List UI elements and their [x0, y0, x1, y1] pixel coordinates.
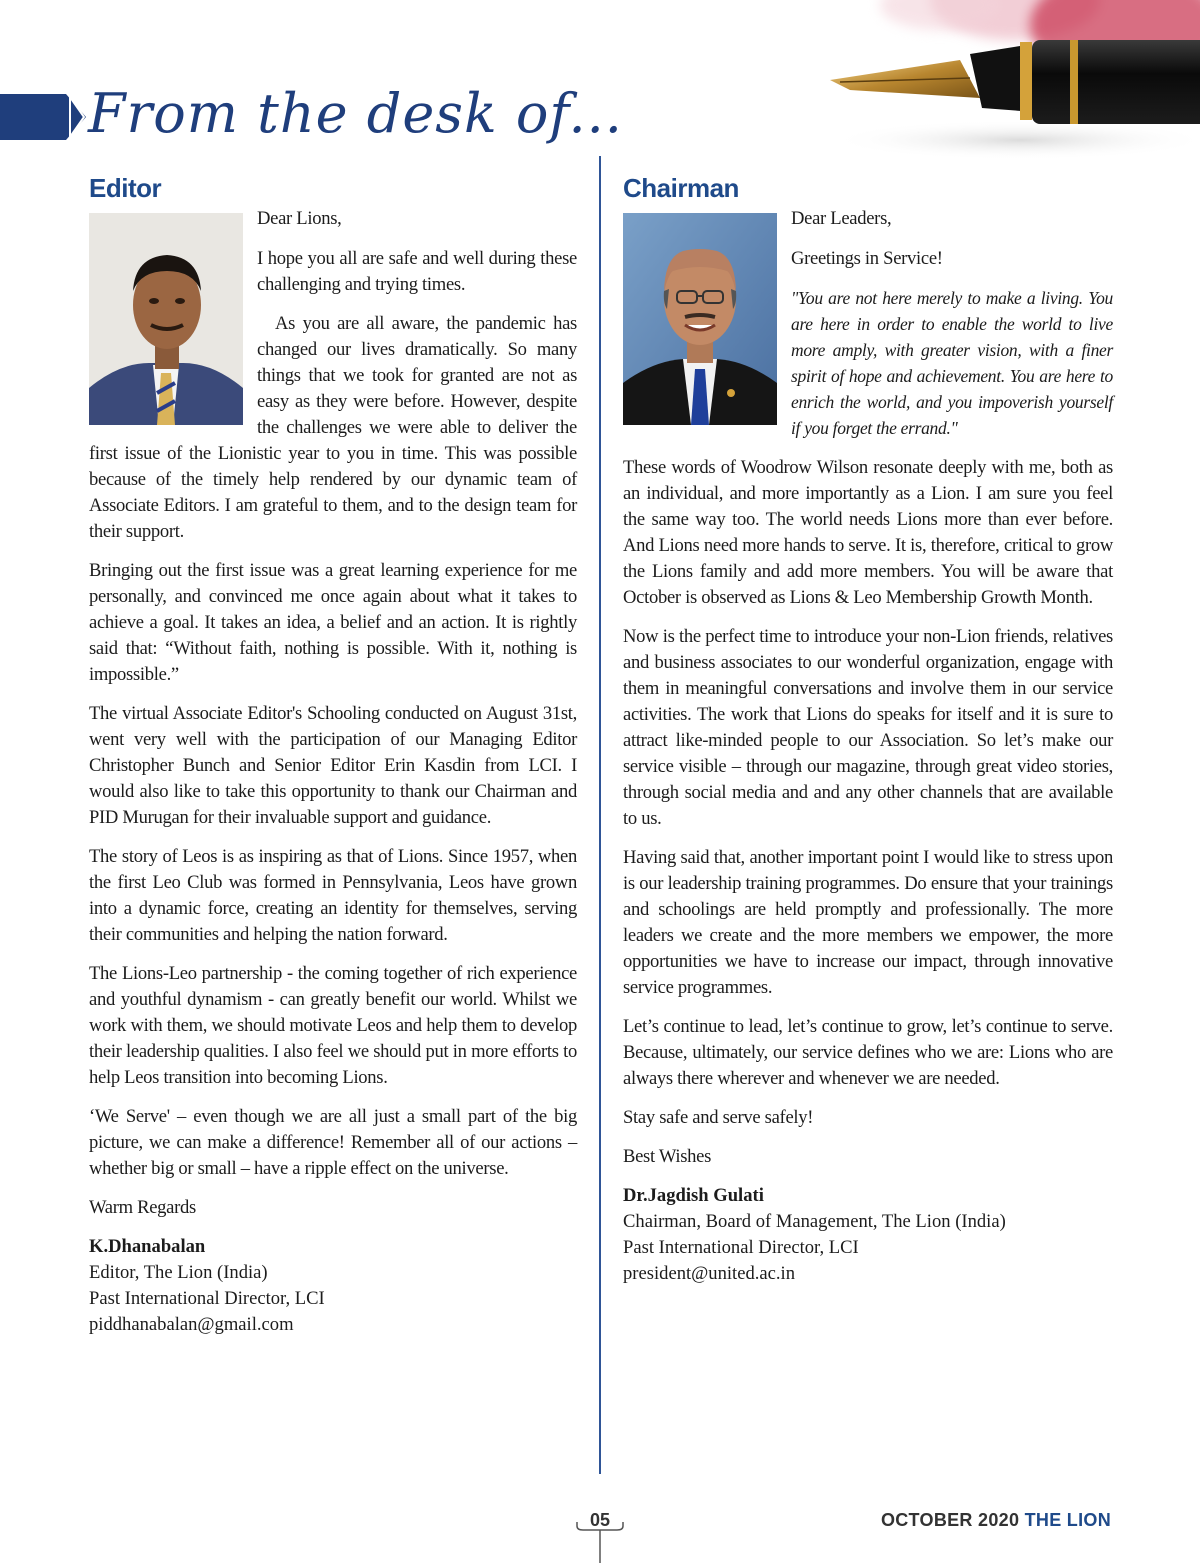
chairman-greeting: Greetings in Service! [791, 248, 943, 269]
editor-paragraph: The Lions-Leo partnership - the coming together of rich experience and youthful dynamism - can greatly benefit our world. Whilst we work with them, we should motivate Leos and help them to develop their leadership qualities. I also feel we should put in more efforts to help Leos transition into becoming Lions. [89, 963, 577, 1088]
chairman-paragraph: Let’s continue to lead, let’s continue to grow, let’s continue to serve. Because, ultimately, our service defines who we are: Lions who are always there wherever and whenever we are needed. [623, 1016, 1113, 1089]
editor-signature-name: K.Dhanabalan [89, 1236, 206, 1257]
chairman-signature-name: Dr.Jagdish Gulati [623, 1185, 764, 1206]
editor-paragraph: The story of Leos is as inspiring as that of Lions. Since 1957, when the first Leo Club was formed in Pennsylvania, Leos have grown into a dynamic force, creating an identity for themselves, serving their communities and helping the nation forward. [89, 846, 577, 945]
chairman-photo [623, 213, 777, 425]
chairman-paragraph: Now is the perfect time to introduce your non-Lion friends, relatives and business associates to our wonderful organization, engage with them in meaningful conversations and involve them in our service activities. The work that Lions do speaks for itself and it is sure to attract like-minded people to our Association. So let’s make our service visible – through our magazine, through great video stories, through social media and and any other channels that are available to us. [623, 626, 1113, 829]
editor-heading: Editor [89, 173, 162, 203]
editor-paragraph: ‘We Serve' – even though we are all just a small part of the big picture, we can make a difference! Remember all of our actions – whether big or small – have a ripple effect on the universe. [89, 1106, 577, 1179]
section-arrow-icon [0, 94, 86, 140]
chairman-signature-role: Past International Director, LCI [623, 1237, 859, 1258]
editor-email[interactable]: piddhanabalan@gmail.com [89, 1314, 294, 1335]
footer-issue [881, 1510, 1111, 1531]
editor-paragraph: As you are all aware, the pandemic has changed our lives dramatically. So many things that we took for granted are not as easy as they were before. However, despite the challenges we were able to deliver the first issue of the Lionistic year to you in time. This was possible because of the timely help rendered by our dynamic team of Associate Editors. I am grateful to them, and to the design team for their support. [89, 313, 577, 542]
footer-brand: THE LION [1024, 1510, 1111, 1530]
editor-salutation: Dear Lions, [257, 208, 342, 229]
editor-paragraph: Bringing out the first issue was a great learning experience for me personally, and convinced me once again about what it takes to achieve a goal. It takes an idea, a belief and an action. It is rightly said that: “Without faith, nothing is possible. With it, nothing is impossible.” [89, 560, 577, 685]
chairman-paragraph: These words of Woodrow Wilson resonate deeply with me, both as an individual, and more importantly as a Lion. I am sure you feel the same way too. The world needs Lions more than ever before. And Lions need more hands to serve. It is, therefore, critical to grow the Lions family and add more members. You will be aware that October is observed as Lions & Leo Membership Growth Month. [623, 457, 1113, 608]
chairman-salutation: Dear Leaders, [791, 208, 892, 229]
page-title: From the desk of... [88, 82, 623, 145]
editor-photo [89, 213, 243, 425]
chairman-heading: Chairman [623, 173, 739, 203]
editor-signature-title: Editor, The Lion (India) [89, 1262, 268, 1283]
footer-issue-date: OCTOBER 2020 [880, 1510, 1020, 1530]
editor-paragraph: The virtual Associate Editor's Schooling conducted on August 31st, went very well with the participation of our Managing Editor Christopher Bunch and Senior Editor Erin Kasdin from LCI. I would also like to take this opportunity to thank our Chairman and PID Murugan for their invaluable support and guidance. [89, 703, 577, 828]
editor-signature-role: Past International Director, LCI [89, 1288, 325, 1309]
chairman-column [623, 170, 1113, 1287]
editor-paragraph: I hope you all are safe and well during these challenging and trying times. [257, 248, 577, 295]
fountain-pen-image [810, 40, 1200, 160]
chairman-signature-title: Chairman, Board of Management, The Lion (India) [623, 1211, 1006, 1232]
chairman-quote: "You are not here merely to make a living. You are here in order to enable the world to live more amply, with greater vision, with a finer spirit of hope and achievement. You are here to enrich the world, and you impoverish yourself if you forget the errand." [791, 288, 1113, 438]
editor-closing: Warm Regards [89, 1197, 196, 1218]
column-divider [599, 156, 601, 1474]
editor-column [89, 170, 577, 1338]
chairman-email[interactable]: president@united.ac.in [623, 1263, 796, 1284]
chairman-paragraph: Stay safe and serve safely! [623, 1107, 814, 1128]
chairman-closing: Best Wishes [623, 1146, 712, 1167]
page-number: 05 [589, 1510, 611, 1530]
chairman-paragraph: Having said that, another important point I would like to stress upon is our leadership training programmes. Do ensure that your trainings and schoolings are held promptly and professionally. The more leaders we create and the more members we empower, the more opportunities we have to increase our impact, through innovative service programmes. [623, 847, 1113, 998]
